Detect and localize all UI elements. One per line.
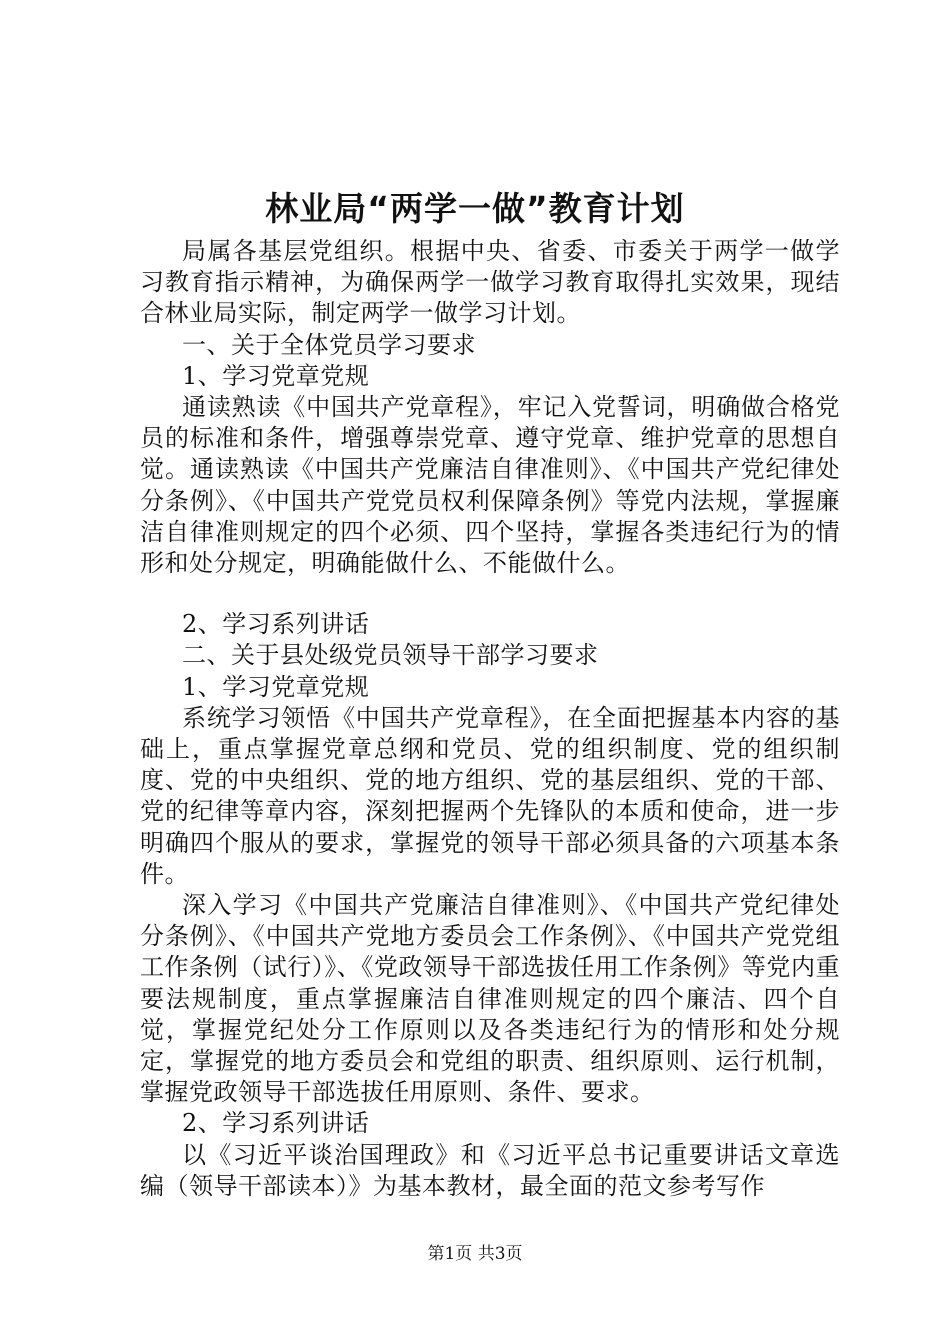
subsection-heading: 2、学习系列讲话	[182, 610, 370, 639]
document-body	[140, 236, 840, 1202]
document-title: 林业局“两学一做”教育计划	[265, 189, 685, 228]
intro-paragraph: 局属各基层党组织。根据中央、省委、市委关于两学一做学习教育指示精神，为确保两学一做学习教育取得扎实效果，现结合林业局实际，制定两学一做学习计划。	[140, 237, 840, 328]
subsection-heading: 1、学习党章党规	[182, 672, 370, 701]
paragraph-gap	[140, 579, 840, 609]
subsection-heading: 1、学习党章党规	[182, 361, 370, 390]
body-paragraph: 深入学习《中国共产党廉洁自律准则》、《中国共产党纪律处分条例》、《中国共产党地方委员会工作条例》、《中国共产党党组工作条例（试行）》、《党政领导干部选拔任用工作条例》等党内重要法规制度，重点掌握廉洁自律准则规定的四个廉洁、四个自觉，掌握党纪处分工作原则以及各类违纪行为的情形和处分规定，掌握党的地方委员会和党组的职责、组织原则、运行机制，掌握党政领导干部选拔任用原则、条件、要求。	[140, 891, 840, 1107]
subsection-heading: 2、学习系列讲话	[182, 1109, 370, 1138]
body-paragraph: 通读熟读《中国共产党章程》，牢记入党誓词，明确做合格党员的标准和条件，增强尊崇党章、遵守党章、维护党章的思想自觉。通读熟读《中国共产党廉洁自律准则》、《中国共产党纪律处分条例》、《中国共产党党员权利保障条例》等党内法规，掌握廉洁自律准则规定的四个必须、四个坚持，掌握各类违纪行为的情形和处分规定，明确能做什么、不能做什么。	[140, 393, 840, 578]
body-paragraph: 以《习近平谈治国理政》和《习近平总书记重要讲话文章选编（领导干部读本）》为基本教材，最全面的范文参考写作	[140, 1140, 840, 1200]
section-heading-1: 一、关于全体党员学习要求	[182, 330, 476, 359]
page-indicator: 第1页 共3页	[427, 1244, 523, 1264]
body-paragraph: 系统学习领悟《中国共产党章程》，在全面把握基本内容的基础上，重点掌握党章总纲和党员、党的组织制度、党的组织制度、党的中央组织、党的地方组织、党的基层组织、党的干部、党的纪律等章内容，深刻把握两个先锋队的本质和使命，进一步明确四个服从的要求，掌握党的领导干部必须具备的六项基本条件。	[140, 703, 840, 888]
section-heading-2: 二、关于县处级党员领导干部学习要求	[182, 641, 599, 670]
